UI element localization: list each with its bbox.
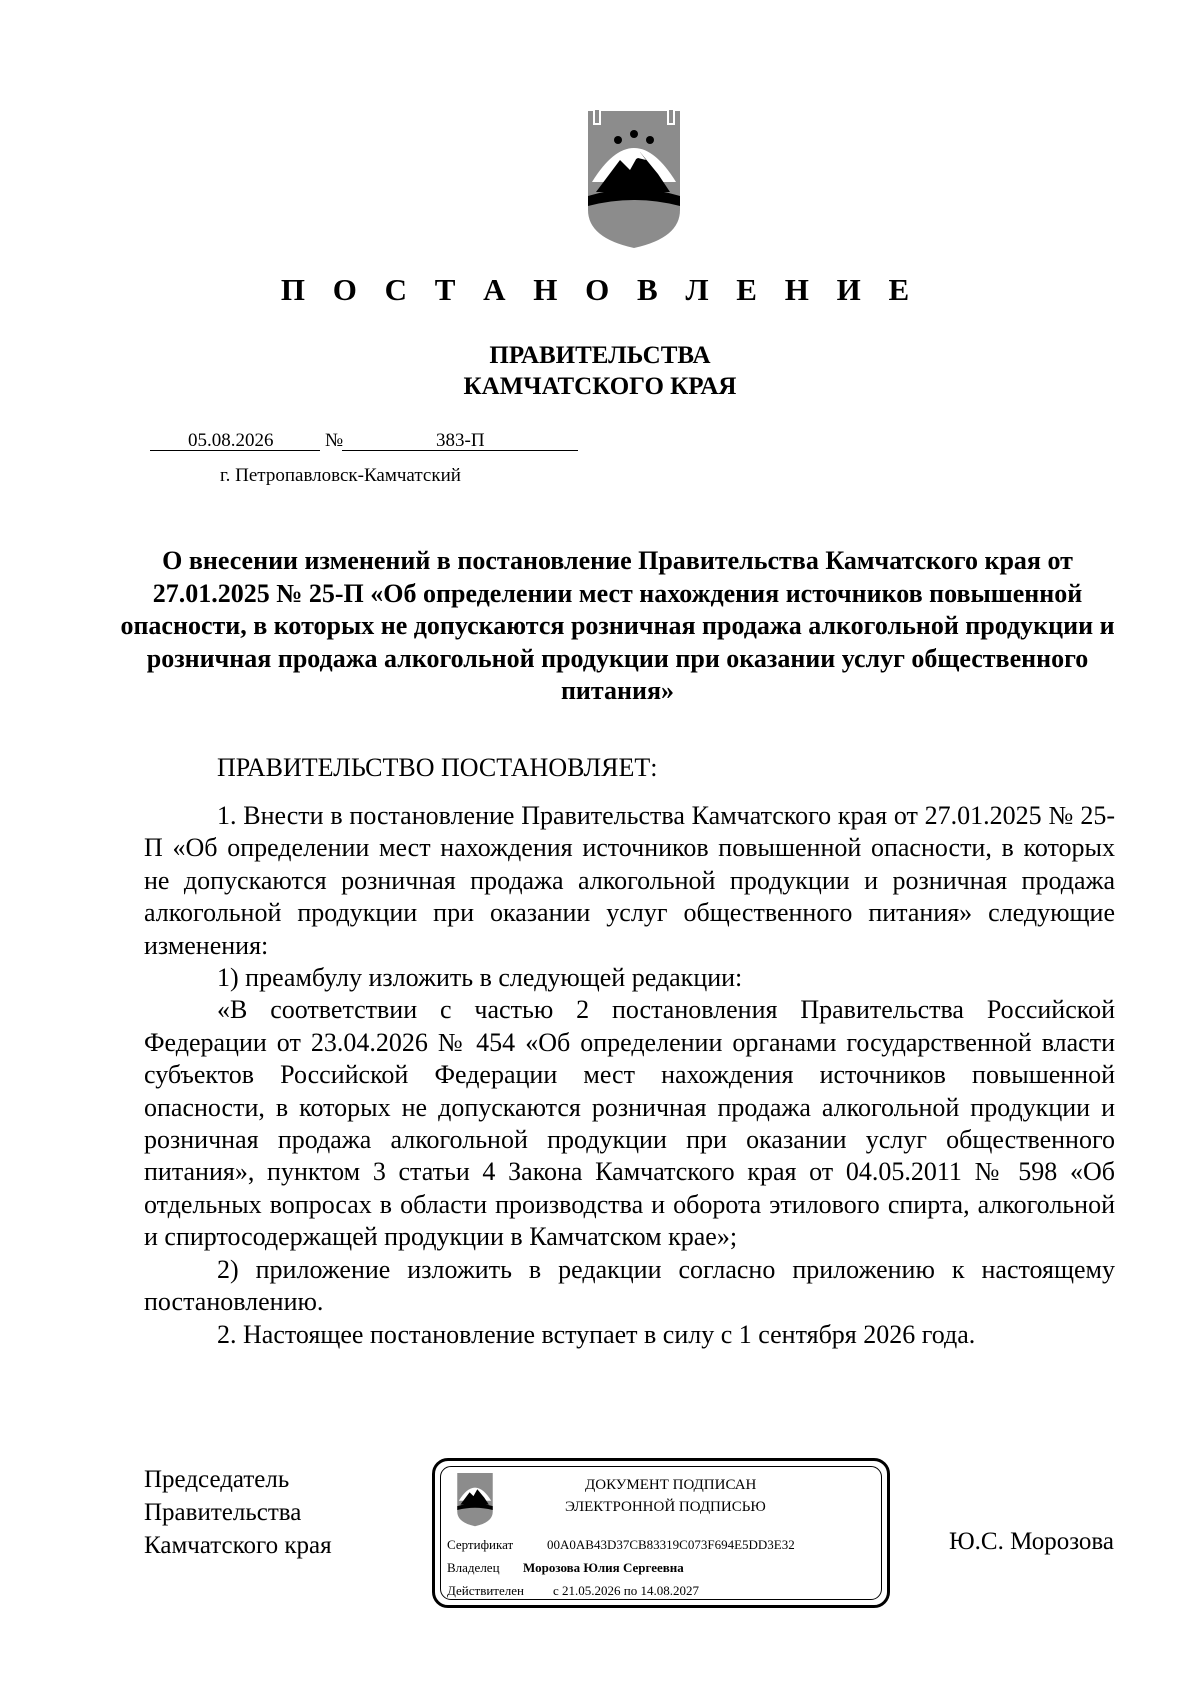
signer-position-line: Камчатского края <box>144 1532 332 1559</box>
validity-label: Действителен <box>447 1583 524 1598</box>
validity-value: с 21.05.2026 по 14.08.2027 <box>553 1583 699 1598</box>
paragraph: «В соответствии с частью 2 постановления Правительства Российской Федерации от 23.04.2026 № 454 «Об определении органами государственной власти субъектов Российской Федерации мест нахождения источников повышенной опасности, в которых не допускаются розничная продажа алкогольной продукции и розничная продажа алкогольной продукции при оказании услуг общественного питания», пунктом 3 статьи 4 Закона Камчатского края от 04.05.2011 № 598 «Об отдельных вопросах в области производства и оборота этилового спирта, алкогольной и спиртосодержащей продукции в Камчатском крае»; <box>144 995 1115 1252</box>
stamp-title-line-2: ЭЛЕКТРОННОЙ ПОДПИСЬЮ <box>565 1499 766 1515</box>
paragraph: 1) преамбулу изложить в следующей редакции: <box>217 963 743 993</box>
document-body <box>144 800 1115 1351</box>
signer-position <box>144 1463 332 1562</box>
city: г. Петропавловск-Камчатский <box>220 465 461 486</box>
organization-line-1: ПРАВИТЕЛЬСТВА <box>489 342 711 369</box>
certificate-value: 00A0AB43D37CB83319C073F694E5DD3E32 <box>547 1537 795 1552</box>
certificate-label: Сертификат <box>447 1537 514 1552</box>
coat-of-arms-icon <box>453 1473 497 1527</box>
paragraph: 2. Настоящее постановление вступает в силу с 1 сентября 2026 года. <box>217 1319 976 1349</box>
owner-value: Морозова Юлия Сергеевна <box>523 1560 684 1575</box>
owner-label: Владелец <box>447 1560 500 1575</box>
document-heading: О внесении изменений в постановление Правительства Камчатского края от 27.01.2025 № 25-П «Об определении мест нахождения источников повышенной опасности, в которых не допускаются розничная продажа алкогольной продукции и розничная продажа алкогольной продукции при оказании услуг общественного питания» <box>120 546 1115 705</box>
organization-line-2: КАМЧАТСКОГО КРАЯ <box>463 373 737 400</box>
number-label: № <box>325 430 344 451</box>
signer-name: Ю.С. Морозова <box>948 1528 1114 1555</box>
document-number: 383-П <box>436 430 485 451</box>
paragraph: 1. Внести в постановление Правительства Камчатского края от 27.01.2025 № 25-П «Об определении мест нахождения источников повышенной опасности, в которых не допускаются розничная продажа алкогольной продукции и розничная продажа алкогольной продукции при оказании услуг общественного питания» следующие изменения: <box>144 801 1115 960</box>
signer-position-line: Председатель <box>144 1466 290 1493</box>
signer-position-line: Правительства <box>144 1499 302 1526</box>
stamp-title-line-1: ДОКУМЕНТ ПОДПИСАН <box>585 1477 757 1493</box>
document-date: 05.08.2026 <box>188 430 274 451</box>
decree-formula: ПРАВИТЕЛЬСТВО ПОСТАНОВЛЯЕТ: <box>217 753 658 782</box>
coat-of-arms-icon <box>578 110 690 250</box>
electronic-signature-stamp <box>432 1458 890 1608</box>
paragraph: 2) приложение изложить в редакции согласно приложению к настоящему постановлению. <box>144 1254 1115 1317</box>
document-type-title: П О С Т А Н О В Л Е Н И Е <box>280 272 920 307</box>
